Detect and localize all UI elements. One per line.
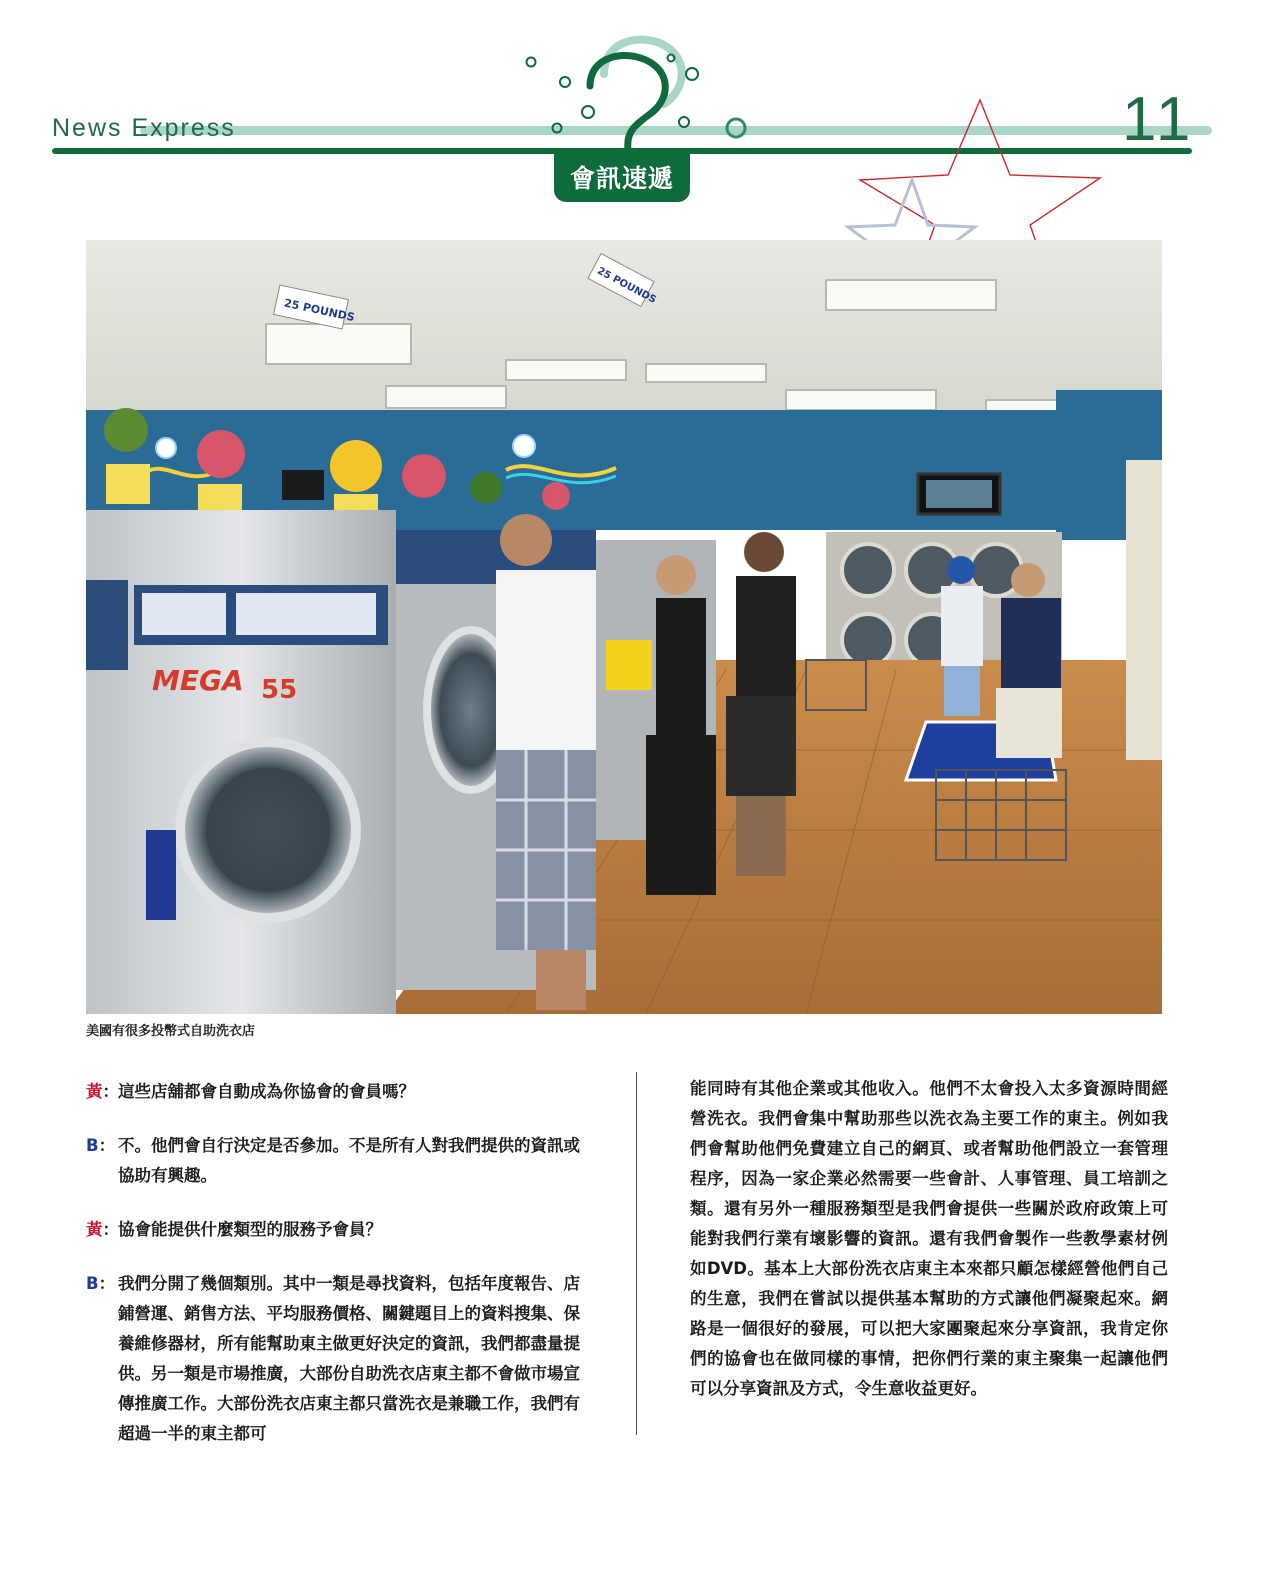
interview-paragraph: [86, 1077, 596, 1107]
grey-outline-star-icon: [848, 180, 975, 240]
speaker-label: 黃：: [86, 1220, 119, 1239]
interview-paragraph: [86, 1131, 596, 1191]
interview-paragraph: [86, 1215, 596, 1245]
paragraph-text: 不。他們會自行決定是否參加。不是所有人對我們提供的資訊或協助有興趣。: [118, 1136, 580, 1185]
speaker-label: B：: [86, 1274, 116, 1293]
column-divider: [636, 1072, 637, 1435]
header-light-rule: [140, 126, 1212, 135]
laundromat-illustration: [86, 240, 1162, 1014]
photo-caption: 美國有很多投幣式自助洗衣店: [86, 1024, 256, 1039]
page-header: [0, 0, 1270, 240]
speaker-label: B：: [86, 1136, 116, 1155]
interview-left-column: [86, 1077, 596, 1473]
svg-text:MEGA: MEGA: [152, 664, 244, 697]
section-label: 會訊速遞: [554, 152, 690, 202]
sign-text-1: 25 POUNDS: [282, 296, 356, 325]
brand-title: News Express: [52, 114, 236, 142]
speaker-label: 黃：: [86, 1082, 119, 1101]
svg-text:55: 55: [261, 675, 298, 705]
laundromat-photo: [86, 240, 1162, 1014]
page-number: 11: [1122, 85, 1195, 154]
paragraph-text: 我們分開了幾個類別。其中一類是尋找資料，包括年度報告、店鋪營運、銷售方法、平均服務價格、關鍵題目上的資料搜集、保養維修器材，所有能幫助東主做更好決定的資訊，我們都盡量提供。另一類是市場推廣，大部份自助洗衣店東主都不會做市場宣傳推廣工作。大部份洗衣店東主都只當洗衣是兼職工作，我們有超過一半的東主都可: [118, 1274, 580, 1443]
sign-text-2: 25 POUNDS: [595, 265, 658, 306]
paragraph-text: 能同時有其他企業或其他收入。他們不太會投入太多資源時間經營洗衣。我們會集中幫助那些以洗衣為主要工作的東主。例如我們會幫助他們免費建立自己的網頁、或者幫助他們設立一套管理程序，因為一家企業必然需要一些會計、人事管理、員工培訓之類。還有另外一種服務類型是我們會提供一些關於政府政策上可能對我們行業有壞影響的資訊。還有我們會製作一些教學素材例如DVD。基本上大部份洗衣店東主本來都只顧怎樣經營他們自己的生意，我們在嘗試以提供基本幫助的方式讓他們凝聚起來。網路是一個很好的發展，可以把大家團聚起來分享資訊，我肯定你們的協會也在做同樣的事情，把你們行業的東主聚集一起讓他們可以分享資訊及方式，令生意收益更好。: [690, 1079, 1168, 1398]
paragraph-text: 協會能提供什麼類型的服務予會員？: [118, 1220, 382, 1239]
question-mark-light-icon: [604, 40, 682, 104]
interview-paragraph: [86, 1269, 596, 1449]
interview-right-column: [690, 1074, 1168, 1404]
paragraph-text: 這些店舖都會自動成為你協會的會員嗎？: [118, 1082, 415, 1101]
